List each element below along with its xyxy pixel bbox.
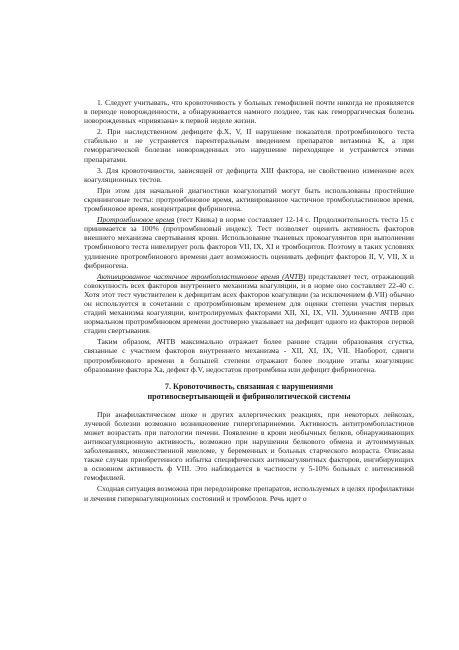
term-aptt: Активированное частичное тромбопластиновое время (АЧТВ): [97, 271, 306, 281]
paragraph-4: При этом для начальной диагностики коагулопатий могут быть использованы простейшие скрининговые тесты: протромбиновое время, активированное частичное тромбопластиновое время, тромбиновое время, концентрация фибриногена.: [84, 185, 414, 214]
paragraph-body: представляет тест, отражающий совокупность всех факторов внутреннего механизма коагуляции, и в норме оно составляет 22-40 с. Хотя этот тест чувствителен к дефицитам всех факторов коагуляции (за исключением ф.VII) обычно он используется в сочетании с протромбиновым временем для оценки степени участия первых стадий механизма коагуляции, контролируемых факторами XII, XI, IX, VII. Удлинение АЧТВ при нормальном протромбиновом времени достоверно указывает на дефицит одного из факторов первой стадии свертывания.: [84, 271, 414, 336]
paragraph-2: 2. При наследственном дефиците ф.X, V, II нарушение показателя протромбинового теста стабильно и не устраняется парентеральным введением препаратов витамина К, а при геморрагической болезни новорожденных это нарушение переходящее и устраняется этими препаратами.: [84, 127, 414, 164]
paragraph-3: 3. Для кровоточивости, зависящей от дефицита XIII фактора, не свойственно изменение всех коагуляционных тестов.: [84, 165, 414, 184]
document-page: [84, 98, 414, 505]
paragraph-7: Таким образом, АЧТВ максимально отражает более ранние стадии образования сгустка, связанные с участием факторов внутреннего механизма - XII, XI, IX, VII. Наоборот, сдвиги протромбинового времени в большей степени отражают более поздние этапы коагуляции: образование фактора Xa, дефект ф.V, недостаток протромбина или дефицит фибриногена.: [84, 337, 414, 374]
paragraph-8: При анафилактическом шоке и других аллергических реакциях, при некоторых лейкозах, лучевой болезни возможно возникновение гипергепаринемии. Активность антитромбопластинов может возрастать при патологии печени. Появление в крови необычных белков, обнаруживающих антикоагуляционную активность, возможно при нарушении белкового обмена и аутоиммунных заболеваниях, множественной миеломе, у беременных и больных старческого возраста. Описаны также случаи приобретенного избытка специфических антикоагулянтных факторов, ингибирующих в основном активность ф VIII. Это наблюдается в частности у 5-10% больных с интенсивной гемофилией.: [84, 409, 414, 483]
paragraph-aptt: [84, 272, 414, 336]
paragraph-9: Сходная ситуация возможна при передозировке препаратов, используемых в целях профилактики и лечения гиперкоагуляционных состояний и тромбозов. Речь идет о: [84, 484, 414, 503]
paragraph-prothrombin-time: [84, 215, 414, 270]
paragraph-1: 1. Следует учитывать, что кровоточивость у больных гемофилией почти никогда не проявляется в периоде новорожденности, а обнаруживается намного позднее, так как геморрагическая болезнь новорожденных «привязана» к первой неделе жизни.: [84, 98, 414, 126]
section-heading-line-1: 7. Кровоточивость, связанная с нарушениями: [164, 381, 334, 391]
term-prothrombin-time: Протромбиновое время: [97, 215, 175, 225]
section-heading-line-2: противосвертывающей и фибринолитической системы: [147, 391, 351, 401]
section-heading: [84, 382, 414, 402]
paragraph-body: (тест Квика) в норме составляет 12-14 с. Продолжительность теста 15 с принимается за 100% (протромбиновый индекс). Тест позволяет оценить активность факторов внешнего механизма свертывания крови. Использование тканевых прокоагулянтов при выполнении тромбинового теста нивелирует роль факторов VII, IX, XI и тромбоцитов. Поэтому в таких условиях удлинение протромбинового времени дает возможность оценивать дефицит факторов II, V, VII, X и фибриногена.: [84, 215, 414, 270]
